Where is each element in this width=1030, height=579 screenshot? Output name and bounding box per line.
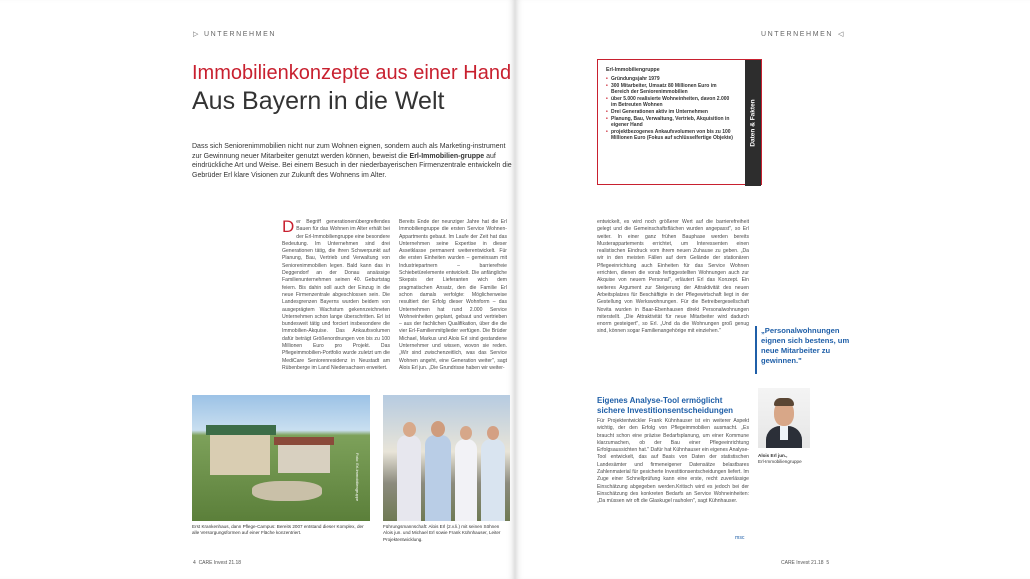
photo-credit: Foto: Erl-Immobiliengruppe xyxy=(355,453,360,502)
article-intro: Dass sich Seniorenimmobilien nicht nur zum Wohnen eignen, sondern auch als Marketing-instrument zur Gewinnung neuer Mitarbeiter genutzt werden können, beweist die Erl-Immobilien-gruppe auf eindrückliche Art und Weise. Bei einem Besuch in der niederbayerischen Firmenzentrale entwickeln die Gebrüder Erl klare Visionen zur Zukunft des Wohnens im Alter. xyxy=(192,143,512,179)
fact-item: • 300 Mitarbeiter, Umsatz 80 Millionen Euro im Bereich der Seniorenimmobilien xyxy=(606,83,736,96)
article-kicker: Immobilienkonzepte aus einer Hand xyxy=(192,62,512,84)
portrait-shirt xyxy=(780,426,788,440)
drop-cap: D xyxy=(282,219,295,236)
building-shape xyxy=(210,431,270,475)
fact-item: • Gründungsjahr 1979 xyxy=(606,76,736,83)
section-header-right: UNTERNEHMEN ◁ xyxy=(761,31,846,38)
section-header-left: ▷ UNTERNEHMEN xyxy=(193,31,277,38)
fact-box xyxy=(597,59,762,185)
portrait-photo xyxy=(758,388,810,448)
campus-aerial-photo xyxy=(192,395,370,521)
courtyard-shape xyxy=(252,481,322,501)
portrait-name: Alois Erl jun., xyxy=(758,453,788,458)
section-subhead: Eigenes Analyse-Tool ermöglicht sichere Investitionsentscheidungen xyxy=(597,396,734,415)
right-page xyxy=(515,0,1030,579)
fact-item: • projektbezogenes Ankaufsvolumen von bis zu 100 Millionen Euro (Fokus auf schlüsselfertige Objekte) xyxy=(606,129,736,142)
photo1-caption: Erst Krankenhaus, dann Pflege-Campus: Bereits 2007 entstand dieser Komplex, der alle Versorgungsformen auf einer Fläche konzentriert. xyxy=(192,524,364,536)
fact-item: • Drei Generationen aktiv im Unternehmen xyxy=(606,109,736,116)
portrait-role: Erl-Immobiliengruppe xyxy=(758,459,802,465)
text-column-3: entwickelt, es wird noch größerer Wert auf die barrierefreiheit gelegt und die Gemeinschaftsflächen wurden angepasst", so Erl weiter. In einer ganz frühen Bauphase werden bereits Musterappartements errichtet, um Interessenten einen realistischen Eindruck vom ihrem neuen Zuhause zu geben. „Da wir in den meisten Fällen auf dem Gelände der stationären Pflegeeinrichtung auch Einheiten für das Service Wohnen errichten, dienen die vorab fertiggestellten Wohnungen auch zur Akquise von neuem Personal", erläutert Erl das Konzept. Ein weiteres Argument zur Steigerung der Attraktivität des neuen Arbeitsplatzes für Beschäftigte in der Pflegewirtschaft liegt in der Gestellung von Werkswohnungen. Für die Betreibergesellschaft Novita wurden in Baar-Ebenhausen direkt Personalwohnungen mitersteIlt. „Die Attraktivität für neue Mitarbeiter wird dadurch enorm gesteigert", so Erl. „Und da die Wohnungen groß genug sind, können sogar Familienangehörige mit einziehen." xyxy=(597,219,749,335)
person-silhouette xyxy=(481,439,505,521)
fact-item: • Planung, Bau, Verwaltung, Vertrieb, Akquisition in eigener Hand xyxy=(606,116,736,129)
page-number: 4 xyxy=(193,560,196,566)
text-column-2: Bereits Ende der neunziger Jahre hat die Erl Immobiliengruppe die ersten Service Wohnen-Appartments gebaut. Im Laufe der Zeit hat das Unternehmen seine Expertise in dieser Assetklasse permanent weiterentwickelt. Für die ersten Einheiten wurden – gemeinsam mit Industriepartnern – barrierefreie Schiebetürelemente entwickelt. Die anfängliche Skepsis der Lieferanten wich dem pragmatischen Ansatz, den die Familie Erl schon damals verfolgte: Möglicherweise resultiert der Erfolg dieser Wohnform – das Unternehmen hat rund 2.000 Service Wohneinheiten geplant, gebaut und vertrieben – aus der fachlichen Qualifikation, über die die vier Erl-Familienmitglieder verfügen. Die Brüder Michael, Markus und Alois Erl sind gestandene Unternehmer und wissen, wovon sie reden. „Wir sind zwischenzeitlich, was das Service Wohnen angeht, eine Generation weiter", sagt Alois Erl jun. „Die Grundrisse haben wir weiter- xyxy=(399,219,507,371)
portrait-hair xyxy=(774,398,794,406)
author-signature: msc xyxy=(735,535,745,541)
magazine-issue: CARE Invest 21.18 xyxy=(198,560,242,566)
text-column-1: Der Begriff generationenübergreifendes Bauen für das Wohnen im Alter erhält bei der Erl-Immobiliengruppe eine besondere Bedeutung. Im Unternehmen sind drei Generationen tätig, die ihren Schwerpunkt auf Planung, Bau, Vertrieb und Verwaltung von Seniorenimmobilien legen. Bald kann das in Deggendorf an der Donau ansässige Familienunternehmen seinen 40. Geburtstag feiern. Bis dahin soll auch der Einzug in die neue Firmenzentrale abgeschlossen sein. Die Landesgrenzen Bayerns wurden beidem von ausgeprägtem Wachstum gekennzeichneten Unternehmen schon lange überschritten. Erl ist bundesweit tätig und forciert insbesondere die Immobilien-Akquise. Das Ankaufsvolumen dafür beträgt Größenordnungen von bis zu 100 Millionen Euro pro Projekt. Das Pflegeimmobilien-Portfolio wurde zuletzt um die MediCare Seniorenresidenz in Neustadt am Rübenberge im Land Niedersachsen erweitert. xyxy=(282,219,390,371)
pull-quote: „Personalwohnungen eignen sich bestens, um neue Mitarbeiter zu gewinnen." xyxy=(761,326,850,365)
team-photo xyxy=(383,395,510,521)
triangle-icon: ▷ xyxy=(193,31,200,38)
roof-shape xyxy=(206,425,276,435)
text-column-3b: Für Projektentwickler Frank Kühnhauser ist ein weiterer Aspekt wichtig, der den Erfolg von Pflegeimmobilien ausmacht. „Es braucht schon eine präzise Bedarfsplanung, um einer Kommune klarzumachen, ob der Bau einer Pflegeeinrichtung Erfolgsaussichten hat." Dafür hat Kühnhauser ein eigenes Analyse-Tool entwickelt, das auf Basis von Daten der statistischen Landesämter und firmeneigener Datensätze belastbares Zahlenmaterial für gesicherte Investitionsentscheidungen liefert. Im Zuge einer Schnellprüfung kann eine erste, recht zuverlässige Einschätzung abgegeben werden.Kritisch wird es jedoch bei der Einschätzung des konkreten Bedarfs an Service Wohneinheiten: „Da müssen wir oft die Glaskugel rauholen", sagt Kühnhauser. xyxy=(597,418,749,505)
portrait-caption xyxy=(758,453,838,466)
fact-list xyxy=(606,76,736,142)
magazine-issue: CARE Invest 21.18 xyxy=(781,560,824,566)
person-head xyxy=(431,421,445,437)
person-silhouette xyxy=(455,439,477,521)
person-head xyxy=(460,426,472,440)
roof-shape xyxy=(274,437,334,445)
triangle-icon: ◁ xyxy=(838,31,846,38)
fact-box-title: Erl-Immobiliengruppe xyxy=(606,67,660,73)
page-number: 5 xyxy=(826,560,830,566)
quote-bar xyxy=(755,326,757,374)
fact-box-tab: Daten & Fakten xyxy=(745,60,761,186)
fact-item: • über 5.000 realisierte Wohneinheiten, davon 2.000 im Betreuten Wohnen xyxy=(606,96,736,109)
article-headline: Aus Bayern in die Welt xyxy=(192,87,445,115)
footer-left xyxy=(193,560,241,566)
building-shape xyxy=(278,443,330,473)
person-head xyxy=(487,426,499,440)
person-head xyxy=(403,422,416,437)
person-silhouette xyxy=(425,435,451,521)
footer-right xyxy=(781,560,829,566)
person-silhouette xyxy=(397,435,421,521)
photo2-caption: Führungsmannschaft: Alois Erl (2.v.li.) mit seinen Söhnen Alois jun. und Michael Erl sowie Frank Kühnhauser, Leiter Projektentwicklung. xyxy=(383,524,501,542)
